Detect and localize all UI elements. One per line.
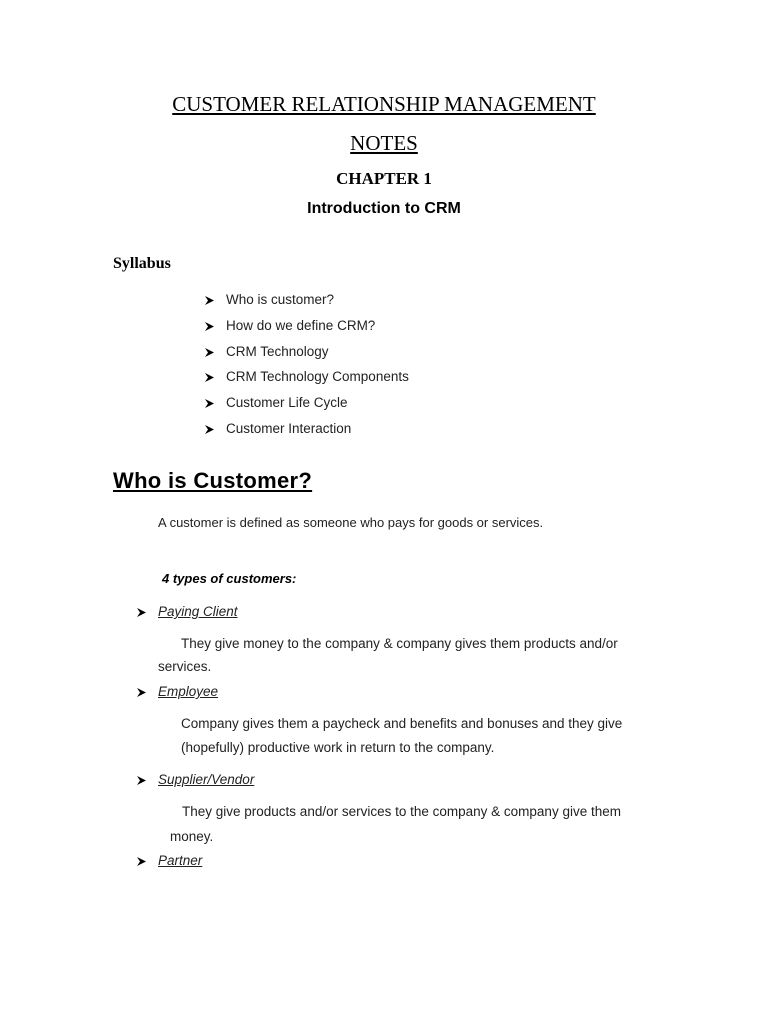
customer-type-name: Paying Client (158, 604, 238, 619)
chapter-label: CHAPTER 1 (336, 169, 432, 188)
document-subtitle: NOTES (350, 131, 418, 155)
customer-type-description: (hopefully) productive work in return to the company. (181, 740, 495, 755)
section-heading: Who is Customer? (113, 468, 313, 493)
arrowhead-bullet-icon (204, 424, 215, 435)
customer-type-description: money. (170, 829, 214, 844)
syllabus-item-label: How do we define CRM? (226, 318, 376, 333)
arrowhead-bullet-icon (204, 321, 215, 332)
arrowhead-bullet-icon (204, 295, 215, 306)
arrowhead-bullet-icon (136, 607, 147, 618)
syllabus-item-label: Who is customer? (226, 292, 335, 307)
arrowhead-bullet-icon (136, 775, 147, 786)
syllabus-item-label: CRM Technology (226, 344, 329, 359)
customer-type-description: services. (158, 659, 212, 674)
syllabus-item-label: CRM Technology Components (226, 369, 409, 384)
arrowhead-bullet-icon (204, 398, 215, 409)
customer-type-description: They give products and/or services to the company & company give them (182, 804, 621, 819)
syllabus-heading: Syllabus (113, 255, 171, 272)
customer-definition: A customer is defined as someone who pays for goods or services. (158, 515, 544, 530)
arrowhead-bullet-icon (204, 347, 215, 358)
customer-type-name: Partner (158, 853, 203, 868)
customer-type-name: Supplier/Vendor (158, 772, 255, 787)
chapter-title: Introduction to CRM (307, 200, 461, 217)
syllabus-item-label: Customer Life Cycle (226, 395, 348, 410)
arrowhead-bullet-icon (204, 372, 215, 383)
types-heading: 4 types of customers: (162, 571, 297, 586)
customer-type-description: Company gives them a paycheck and benefits and bonuses and they give (181, 716, 623, 731)
arrowhead-bullet-icon (136, 687, 147, 698)
customer-type-name: Employee (158, 684, 219, 699)
document-title: CUSTOMER RELATIONSHIP MANAGEMENT (172, 92, 596, 116)
arrowhead-bullet-icon (136, 856, 147, 867)
syllabus-item-label: Customer Interaction (226, 421, 352, 436)
customer-type-description: They give money to the company & company gives them products and/or (181, 636, 618, 651)
